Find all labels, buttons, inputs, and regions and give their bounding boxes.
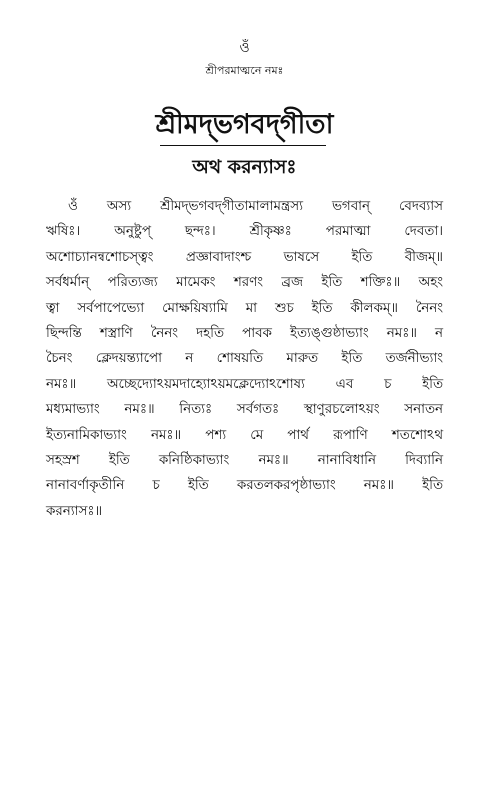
text-line: করন্যাসঃ॥: [46, 503, 103, 519]
text-line: ছিন্দন্তি শস্ত্রাণি নৈনং দহতি পাবক ইত্যঙ্গুষ্ঠাভ্যাং নমঃ॥ ন: [46, 326, 443, 342]
section-heading: অথ করন্যাসঃ: [192, 156, 297, 178]
text-line: সর্বধর্মান্‌ পরিত্যজ্য মামেকং শরণং ব্রজ ইতি শক্তিঃ॥ অহং: [46, 275, 443, 291]
body-paragraph: [46, 194, 443, 524]
om-symbol: ওঁ: [239, 40, 250, 56]
text-line: ইত্যনামিকাভ্যাং নমঃ॥ পশ্য মে পার্থ রূপাণি শতশোঽথ: [46, 427, 443, 443]
text-line: নানাবর্ণাকৃতীনি চ ইতি করতলকরপৃষ্ঠাভ্যাং নমঃ॥ ইতি: [46, 478, 443, 494]
text-line: চৈনং ক্লেদয়ন্ত্যাপো ন শোষয়তি মারুত ইতি তর্জনীভ্যাং: [46, 351, 443, 367]
text-line: ঋষিঃ। অনুষ্টুপ্‌ ছন্দঃ। শ্রীকৃষ্ণঃ পরমাত্মা দেবতা।: [46, 224, 443, 240]
text-line: অশোচ্যানন্বশোচস্ত্বং প্রজ্ঞাবাদাংশ্চ ভাষসে ইতি বীজম্‌॥: [46, 249, 443, 265]
text-line: মধ্যমাভ্যাং নমঃ॥ নিত্যঃ সর্বগতঃ স্থাণুরচলোঽয়ং সনাতন: [46, 402, 443, 418]
book-title: শ্রীমদ্‌ভগবদ্‌গীতা: [155, 109, 334, 140]
text-line: ওঁ অস্য শ্রীমদ্‌ভগবদ্‌গীতামালামন্ত্রস্য ভগবান্‌ বেদব্যাস: [68, 199, 443, 214]
text-line: সহস্রশ ইতি কনিষ্ঠিকাভ্যাং নমঃ॥ নানাবিধানি দিব্যানি: [46, 453, 443, 469]
text-line: ত্বা সর্বপাপেভ্যো মোক্ষয়িষ্যামি মা শুচ ইতি কীলকম্‌॥ নৈনং: [46, 300, 443, 316]
title-underline: [160, 145, 326, 146]
invocation-line: শ্রীপরমাত্মনে নমঃ: [205, 64, 284, 77]
text-line: নমঃ॥ অচ্ছেদ্যোঽয়মদাহ্যোঽয়মক্লেদ্যোঽশোষ্য এব চ ইতি: [46, 376, 443, 392]
